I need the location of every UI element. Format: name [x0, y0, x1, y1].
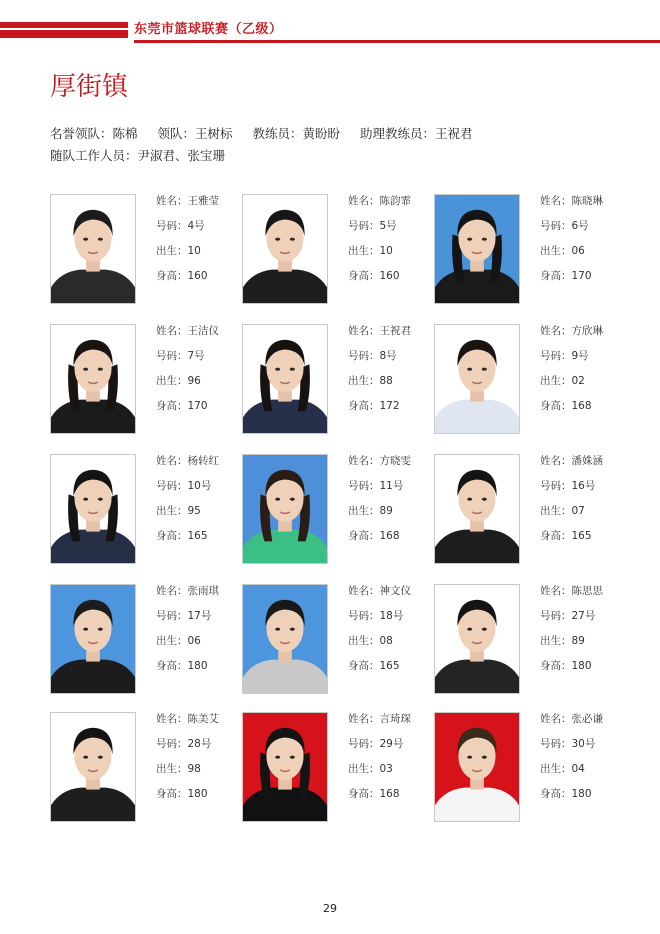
player-height-row: [156, 399, 219, 424]
player-name-label: 姓名：: [348, 325, 380, 337]
player-name-row: [540, 712, 603, 737]
player-name-row: [348, 454, 411, 479]
player-born: 89: [379, 505, 393, 517]
player-photo: [242, 712, 328, 822]
player-height: 165: [187, 530, 208, 542]
player-number: 27号: [571, 610, 596, 622]
player-number: 11号: [379, 480, 404, 492]
player-born-label: 出生：: [156, 245, 188, 257]
player-born-label: 出生：: [348, 245, 380, 257]
player-born-row: [540, 762, 603, 787]
player-card: [434, 454, 619, 566]
player-number-label: 号码：: [540, 610, 572, 622]
player-born: 88: [379, 375, 393, 387]
player-height: 168: [571, 400, 592, 412]
player-name-label: 姓名：: [156, 713, 188, 725]
player-name-label: 姓名：: [540, 325, 572, 337]
player-height-row: [156, 529, 219, 554]
header-rule: [134, 40, 660, 43]
player-info: [348, 584, 411, 684]
player-height: 170: [571, 270, 592, 282]
player-born-row: [348, 762, 411, 787]
player-height-label: 身高：: [540, 660, 572, 672]
player-photo: [50, 712, 136, 822]
player-name-row: [540, 584, 603, 609]
player-name-row: [156, 454, 219, 479]
player-number: 5号: [379, 220, 397, 232]
player-height: 180: [571, 660, 592, 672]
player-name-label: 姓名：: [348, 455, 380, 467]
player-born-label: 出生：: [156, 635, 188, 647]
player-born-row: [156, 374, 219, 399]
player-height: 180: [571, 788, 592, 800]
player-name-label: 姓名：: [156, 195, 188, 207]
player-born-label: 出生：: [540, 375, 572, 387]
player-name: 神文仪: [379, 585, 411, 597]
player-photo: [50, 324, 136, 434]
player-height: 165: [571, 530, 592, 542]
player-photo: [242, 324, 328, 434]
player-name-row: [540, 454, 603, 479]
player-number-label: 号码：: [156, 220, 188, 232]
player-card: [242, 194, 427, 306]
town-title: 厚街镇: [50, 72, 129, 102]
player-name: 方晓雯: [379, 455, 411, 467]
player-name-label: 姓名：: [156, 585, 188, 597]
player-number-row: [156, 609, 219, 634]
player-height-label: 身高：: [540, 400, 572, 412]
player-height: 180: [187, 788, 208, 800]
player-height-label: 身高：: [156, 400, 188, 412]
player-born-row: [156, 762, 219, 787]
player-number-label: 号码：: [540, 480, 572, 492]
player-born-label: 出生：: [540, 245, 572, 257]
team-leader: 领队：王树标: [157, 126, 233, 141]
player-info: [540, 712, 603, 812]
player-number-row: [348, 479, 411, 504]
player-born: 04: [571, 763, 585, 775]
player-height-row: [540, 399, 603, 424]
player-born-label: 出生：: [348, 763, 380, 775]
player-born-label: 出生：: [156, 375, 188, 387]
player-height-label: 身高：: [156, 660, 188, 672]
honorary-leader: 名誉领队：陈棉: [50, 126, 138, 141]
staff-line-1: [50, 124, 489, 142]
player-name: 方欣琳: [571, 325, 603, 337]
player-card: [242, 584, 427, 696]
player-name: 王祝君: [379, 325, 411, 337]
player-name: 陈晓琳: [571, 195, 603, 207]
player-info: [540, 194, 603, 294]
player-name: 张雨琪: [187, 585, 219, 597]
player-name: 张必谦: [571, 713, 603, 725]
player-born-row: [540, 634, 603, 659]
player-name: 陈韵霏: [379, 195, 411, 207]
player-born: 96: [187, 375, 201, 387]
player-photo: [50, 454, 136, 564]
player-born: 98: [187, 763, 201, 775]
player-number: 10号: [187, 480, 212, 492]
player-number-label: 号码：: [540, 350, 572, 362]
player-born: 06: [187, 635, 201, 647]
player-height-label: 身高：: [540, 530, 572, 542]
player-height-row: [156, 787, 219, 812]
player-born: 89: [571, 635, 585, 647]
player-name: 王雅莹: [187, 195, 219, 207]
player-info: [156, 454, 219, 554]
player-name-label: 姓名：: [540, 713, 572, 725]
player-height-label: 身高：: [156, 530, 188, 542]
player-born-row: [540, 244, 603, 269]
player-born-label: 出生：: [348, 635, 380, 647]
player-name-row: [156, 584, 219, 609]
player-born: 10: [187, 245, 201, 257]
player-name-label: 姓名：: [348, 195, 380, 207]
player-height: 168: [379, 788, 400, 800]
player-number-label: 号码：: [348, 610, 380, 622]
player-name-label: 姓名：: [156, 325, 188, 337]
player-number-label: 号码：: [156, 610, 188, 622]
player-born: 06: [571, 245, 585, 257]
player-name-label: 姓名：: [156, 455, 188, 467]
player-height-row: [348, 269, 411, 294]
player-card: [434, 194, 619, 306]
player-name-row: [540, 324, 603, 349]
player-height: 168: [379, 530, 400, 542]
player-born: 08: [379, 635, 393, 647]
assistant-coach: 助理教练员：王祝君: [360, 126, 473, 141]
player-info: [348, 712, 411, 812]
player-height-row: [348, 659, 411, 684]
player-height-label: 身高：: [348, 270, 380, 282]
player-number-row: [540, 219, 603, 244]
player-number-row: [156, 479, 219, 504]
header-decoration-bar: [0, 22, 128, 38]
player-name: 潘姝涵: [571, 455, 603, 467]
player-number-row: [348, 349, 411, 374]
player-info: [540, 584, 603, 684]
player-name-row: [348, 584, 411, 609]
player-number-row: [540, 479, 603, 504]
player-born-row: [540, 504, 603, 529]
player-name-row: [156, 324, 219, 349]
player-height: 160: [379, 270, 400, 282]
player-height: 165: [379, 660, 400, 672]
player-number: 6号: [571, 220, 589, 232]
player-name-label: 姓名：: [540, 455, 572, 467]
player-height-row: [348, 787, 411, 812]
player-born-label: 出生：: [540, 635, 572, 647]
player-born: 95: [187, 505, 201, 517]
player-name: 陈美艾: [187, 713, 219, 725]
staff-line-2: [50, 146, 241, 164]
player-photo: [50, 584, 136, 694]
player-height-label: 身高：: [156, 270, 188, 282]
player-height: 170: [187, 400, 208, 412]
player-born: 07: [571, 505, 585, 517]
player-born-label: 出生：: [348, 375, 380, 387]
player-number: 7号: [187, 350, 205, 362]
player-card: [434, 324, 619, 436]
player-number: 18号: [379, 610, 404, 622]
player-number: 30号: [571, 738, 596, 750]
player-height-row: [540, 269, 603, 294]
player-born: 10: [379, 245, 393, 257]
player-photo: [434, 712, 520, 822]
player-name-row: [348, 324, 411, 349]
player-height-label: 身高：: [348, 788, 380, 800]
player-number: 17号: [187, 610, 212, 622]
player-number-row: [540, 609, 603, 634]
player-number: 9号: [571, 350, 589, 362]
player-card: [242, 324, 427, 436]
player-number-label: 号码：: [156, 738, 188, 750]
player-info: [348, 324, 411, 424]
player-name: 陈思思: [571, 585, 603, 597]
player-photo: [434, 454, 520, 564]
player-number-label: 号码：: [348, 480, 380, 492]
player-card: [50, 584, 235, 696]
player-number-label: 号码：: [348, 350, 380, 362]
player-name-row: [348, 194, 411, 219]
player-number: 8号: [379, 350, 397, 362]
player-born: 02: [571, 375, 585, 387]
player-name: 王洁仪: [187, 325, 219, 337]
player-card: [50, 194, 235, 306]
player-number-label: 号码：: [540, 738, 572, 750]
player-card: [50, 454, 235, 566]
player-born: 03: [379, 763, 393, 775]
player-number-label: 号码：: [540, 220, 572, 232]
player-number-label: 号码：: [156, 350, 188, 362]
player-born-label: 出生：: [540, 505, 572, 517]
player-height-label: 身高：: [348, 660, 380, 672]
player-card: [434, 584, 619, 696]
player-name: 言琦琛: [379, 713, 411, 725]
player-name-row: [156, 194, 219, 219]
player-born-row: [348, 244, 411, 269]
player-number-row: [348, 737, 411, 762]
player-photo: [434, 194, 520, 304]
player-born-label: 出生：: [348, 505, 380, 517]
player-photo: [434, 584, 520, 694]
player-info: [156, 712, 219, 812]
player-card: [50, 324, 235, 436]
player-number-row: [156, 737, 219, 762]
player-number-row: [540, 349, 603, 374]
player-info: [348, 194, 411, 294]
player-info: [156, 584, 219, 684]
player-card: [242, 712, 427, 824]
player-info: [540, 324, 603, 424]
player-photo: [242, 454, 328, 564]
player-height-label: 身高：: [540, 788, 572, 800]
player-number-label: 号码：: [348, 738, 380, 750]
player-info: [156, 324, 219, 424]
page-number: 29: [323, 902, 337, 915]
player-height-row: [156, 269, 219, 294]
player-number-row: [156, 219, 219, 244]
player-card: [434, 712, 619, 824]
player-number-label: 号码：: [156, 480, 188, 492]
player-name-row: [540, 194, 603, 219]
player-born-label: 出生：: [156, 763, 188, 775]
player-name: 杨转红: [187, 455, 219, 467]
player-height-row: [540, 787, 603, 812]
player-height-row: [348, 399, 411, 424]
support-staff: 随队工作人员：尹淑君、张宝珊: [50, 148, 226, 163]
player-card: [242, 454, 427, 566]
player-born-label: 出生：: [156, 505, 188, 517]
player-name-label: 姓名：: [540, 585, 572, 597]
player-number: 29号: [379, 738, 404, 750]
player-height-row: [540, 529, 603, 554]
player-photo: [50, 194, 136, 304]
player-photo: [242, 194, 328, 304]
player-born-row: [348, 504, 411, 529]
player-number-label: 号码：: [348, 220, 380, 232]
player-born-row: [156, 634, 219, 659]
player-photo: [242, 584, 328, 694]
player-height-label: 身高：: [540, 270, 572, 282]
player-height-row: [540, 659, 603, 684]
player-height-label: 身高：: [156, 788, 188, 800]
player-info: [156, 194, 219, 294]
player-born-row: [348, 374, 411, 399]
player-card: [50, 712, 235, 824]
player-name-label: 姓名：: [348, 713, 380, 725]
player-number: 28号: [187, 738, 212, 750]
player-born-row: [348, 634, 411, 659]
player-number-row: [540, 737, 603, 762]
player-height: 160: [187, 270, 208, 282]
league-title: 东莞市篮球联赛（乙级）: [134, 22, 283, 37]
player-number-row: [156, 349, 219, 374]
player-number-row: [348, 219, 411, 244]
player-photo: [434, 324, 520, 434]
player-name-row: [156, 712, 219, 737]
player-born-label: 出生：: [540, 763, 572, 775]
player-born-row: [156, 244, 219, 269]
player-info: [540, 454, 603, 554]
player-name-label: 姓名：: [540, 195, 572, 207]
player-height-label: 身高：: [348, 400, 380, 412]
coach: 教练员：黄盼盼: [252, 126, 341, 141]
player-info: [348, 454, 411, 554]
player-height-label: 身高：: [348, 530, 380, 542]
player-number: 4号: [187, 220, 205, 232]
player-height-row: [156, 659, 219, 684]
player-height: 180: [187, 660, 208, 672]
player-name-row: [348, 712, 411, 737]
player-number: 16号: [571, 480, 596, 492]
player-height-row: [348, 529, 411, 554]
player-number-row: [348, 609, 411, 634]
player-born-row: [156, 504, 219, 529]
player-height: 172: [379, 400, 400, 412]
player-born-row: [540, 374, 603, 399]
player-name-label: 姓名：: [348, 585, 380, 597]
